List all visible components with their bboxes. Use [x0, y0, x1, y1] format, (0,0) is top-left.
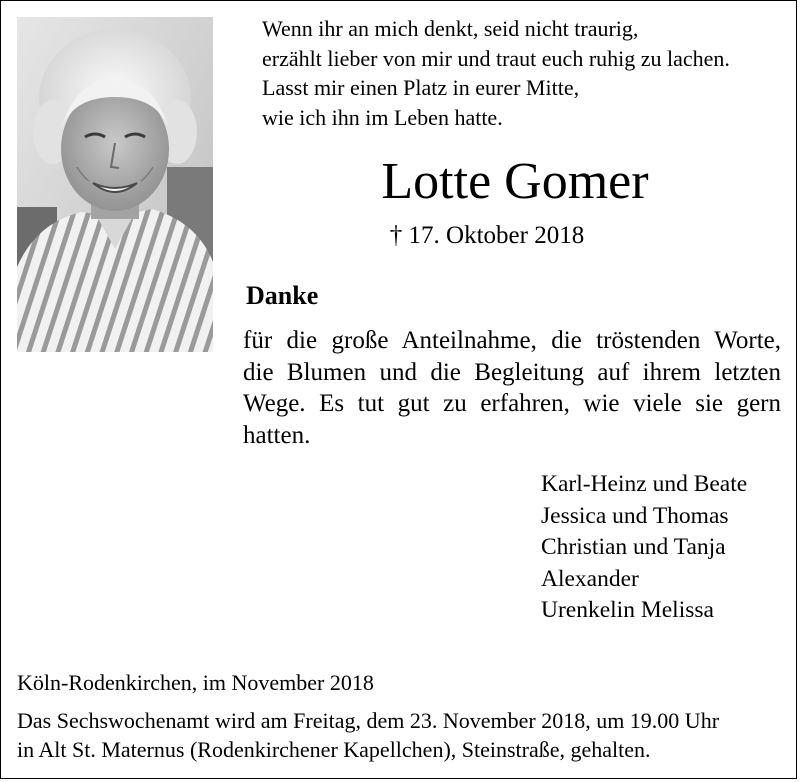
- poem-line: wie ich ihn im Leben hatte.: [262, 104, 503, 130]
- poem-line: Wenn ihr an mich denkt, seid nicht traurig,: [262, 16, 639, 41]
- signer-name: Karl-Heinz und Beate: [541, 471, 748, 497]
- notice-line: in Alt St. Maternus (Rodenkirchener Kapellchen), Steinstraße, gehalten.: [17, 736, 651, 762]
- thanks-line: hatten.: [243, 421, 311, 449]
- place-and-date: Köln-Rodenkirchen, im November 2018: [17, 670, 374, 695]
- notice-line: Das Sechswochenamt wird am Freitag, dem 23. November 2018, um 19.00 Uhr: [17, 708, 720, 733]
- signer-name: Alexander: [541, 565, 639, 592]
- signer-name: Christian und Tanja: [541, 534, 726, 560]
- deceased-name: Lotte Gomer: [381, 153, 649, 210]
- service-notice: [17, 707, 797, 764]
- signer-name: Urenkelin Melissa: [541, 597, 714, 623]
- thanks-line: für die große Anteilnahme, die tröstenden Worte,: [243, 327, 781, 354]
- portrait-photo: [17, 17, 213, 352]
- memorial-poem: [262, 14, 792, 132]
- signers-list: [541, 469, 791, 627]
- signer-name: Jessica und Thomas: [541, 502, 729, 529]
- poem-line: erzählt lieber von mir und traut euch ruhig zu lachen.: [262, 45, 730, 71]
- thanks-text: [243, 325, 781, 451]
- thanks-heading: Danke: [246, 281, 319, 310]
- death-date: † 17. Oktober 2018: [389, 222, 585, 249]
- poem-line: Lasst mir einen Platz in eurer Mitte,: [262, 75, 580, 100]
- thanks-line: Wege. Es tut gut zu erfahren, wie viele sie gern: [243, 390, 781, 417]
- thanks-line: die Blumen und die Begleitung auf ihrem letzten: [243, 358, 781, 386]
